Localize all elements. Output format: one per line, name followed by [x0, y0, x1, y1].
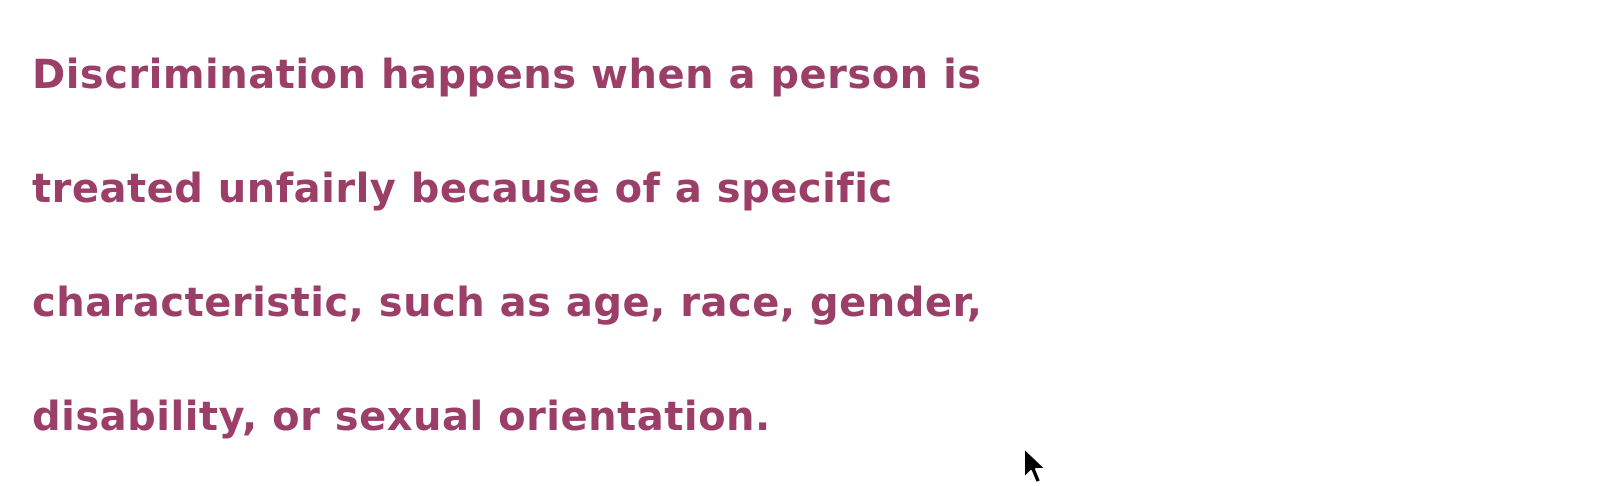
definition-line-4: disability, or sexual orientation.: [32, 394, 771, 440]
definition-line-2: treated unfairly because of a specific: [32, 166, 893, 212]
mouse-pointer-icon: [1022, 446, 1052, 486]
definition-line-3: characteristic, such as age, race, gender,: [32, 280, 983, 326]
definition-line-1: Discrimination happens when a person is: [32, 52, 982, 98]
definition-text: [32, 18, 1612, 474]
